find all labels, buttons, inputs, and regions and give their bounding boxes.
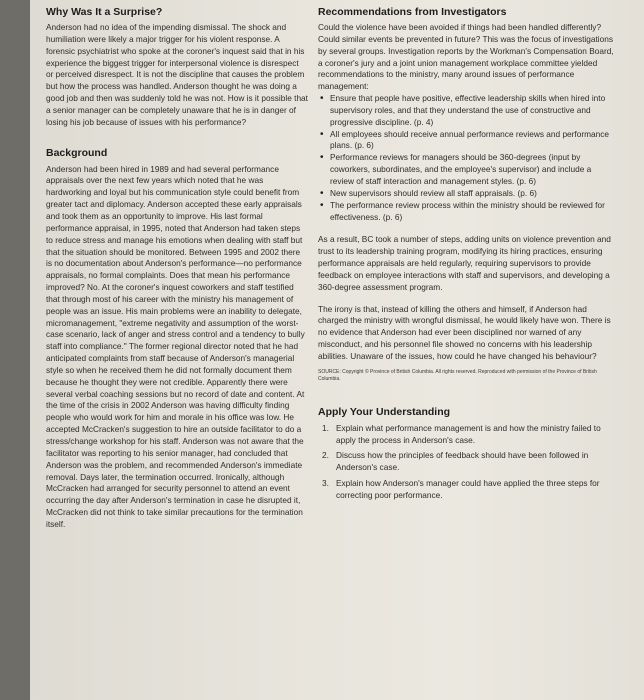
source-credit: SOURCE: Copyright © Province of British Columbia. All rights reserved. Reproduced with permission of the Province of British Columbia. xyxy=(318,368,597,382)
right-column xyxy=(318,5,614,506)
question-text: Discuss how the principles of feedback should have been followed in Anderson's case. xyxy=(336,450,589,473)
list-item: • Performance reviews for managers should be 360-degrees (input by coworkers, subordinates, and the employee's supervisor) and include a review of staff interaction and management styles. (p. 6) xyxy=(330,152,614,188)
list-item xyxy=(318,450,614,474)
question-number: 2. xyxy=(322,450,329,461)
why-surprise-heading: Why Was It a Surprise? xyxy=(46,6,163,18)
apply-understanding-heading: Apply Your Understanding xyxy=(318,405,451,418)
irony-paragraph: The irony is that, instead of killing the others and himself, if Anderson had charged the ministry with wrongful dismissal, he would likely have won. There is no evidence that Anderson had ever been disciplined nor warned of any misconduct, and his personnel file showed no concerns with his leadership abilities. Unaware of the issues, how could he have changed his behaviour? xyxy=(318,303,611,361)
list-item xyxy=(318,478,614,502)
recommendations-intro: Could the violence have been avoided if things had been handled differently? Could similar events be prevented in future? This was the focus of investigations by several groups. Investigation reports by the Workman's Compensation Board, a coroner's jury and a joint union management workplace committee yielded recommendations to the ministry, many around issues of performance management: xyxy=(318,22,614,92)
list-item: • All employees should receive annual performance reviews and performance plans. (p. 6) xyxy=(330,129,614,153)
background-paragraph: Anderson had been hired in 1989 and had several performance appraisals over the next few years which noted that he was hardworking and loyal but his communication style could benefit from greater tact and diplomacy. Anderson accepted these early appraisals and took them as an opportunity to improve. His last formal performance appraisal, in 1995, noted that Anderson had taken steps to reduce stress and manage his emotions when dealing with staff but that the situation should be monitored. Between 1995 and 2002 there is no documentation about Anderson's performance—no performance appraisals, no formal complaints. Does that mean his performance improved? No. At the coroner's inquest coworkers and staff testified that through most of his career with the ministry his management of people was an issue. His main problems were an inability to delegate, micromanagement, "extreme negativity and assumption of the worst-case scenario, lack of anger and stress control and a tendency to bully staff into compliance." The former regional director noted that he had anticipated complaints from staff because of Anderson's managerial style so when he received them he did not formally document them because he thought they were not credible. Apparently there were several verbal coaching sessions but no record of date and content. At the time of the crisis in 2002 Anderson was having difficulty finding people who would work for him and morale in his office was low. He accepted McCracken's suggestion to hire an outside facilitator to do a stress/change workshop for his staff. Anderson was not aware that the facilitator was reporting to his senior manager, had concluded that Anderson was the problem, and recommended Anderson's immediate removal. Days later, the termination occurred. Ironically, although McCracken had arranged for security personnel to attend an event occurring the day after Anderson's termination in case he disrupted it, McCracken did not think to take similar precautions for the termination itself. xyxy=(46,163,305,529)
list-item: • The performance review process within the ministry should be reviewed for effectiveness. (p. 6) xyxy=(330,200,614,224)
why-surprise-paragraph: Anderson had no idea of the impending dismissal. The shock and humiliation were likely a major trigger for his violent response. A forensic psychiatrist who spoke at the coroner's inquest said that in his experience the biggest trigger for interpersonal violence is disrespect or perceived disrespect. It is not the discipline that causes the problem but how the process was handled. Anderson thought he was doing a good job and then was suddenly told he was not. How is it possible that a senior manager can be completely unaware that he is in danger of losing his job because of issues with his performance? xyxy=(46,22,308,127)
textbook-page xyxy=(30,0,644,700)
list-item: • New supervisors should review all staff appraisals. (p. 6) xyxy=(330,188,614,200)
apply-questions-list xyxy=(318,423,614,502)
result-paragraph: As a result, BC took a number of steps, adding units on violence prevention and trust to its leadership training program, modifying its hiring practices, ensuring performance appraisals are held regularly, requiring supervisors to provide feedback on employee interactions with staff and supervisors, and developing a 360-degree assessment program. xyxy=(318,234,611,292)
question-text: Explain how Anderson's manager could have applied the three steps for correcting poor performance. xyxy=(336,478,600,500)
left-column xyxy=(46,5,308,531)
background-heading: Background xyxy=(46,146,108,159)
recommendations-heading: Recommendations from Investigators xyxy=(318,6,507,18)
question-text: Explain what performance management is and how the ministry failed to apply the process in Anderson's case. xyxy=(336,422,601,445)
list-item xyxy=(318,423,614,447)
list-item: • Ensure that people have positive, effective leadership skills when hired into supervisory roles, and that they understand the use of constructive and progressive discipline. (p. 4) xyxy=(330,93,614,129)
question-number: 3. xyxy=(322,478,329,489)
recommendations-list xyxy=(318,93,614,223)
question-number: 1. xyxy=(322,422,329,433)
